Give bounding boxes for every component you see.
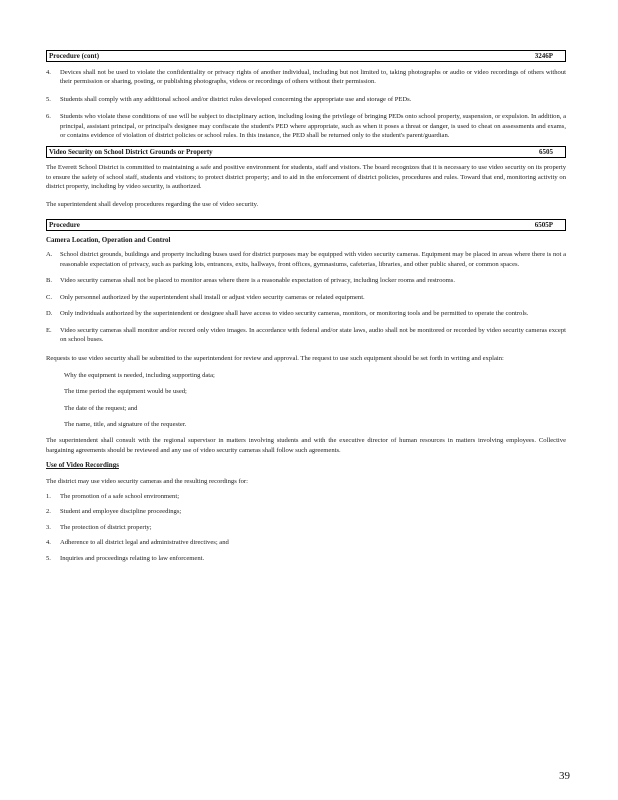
list-item: 2. Student and employee discipline proceedings; (46, 508, 182, 516)
bullet-item: The date of the request; and (46, 404, 566, 413)
header-title: Procedure (49, 221, 80, 230)
list-item: B. Video security cameras shall not be placed to monitor areas where there is a reasonable expectation of privacy, including locker rooms and restrooms. (46, 277, 456, 285)
procedure-3246p-header (46, 50, 566, 62)
list-item: 1. The promotion of a safe school environment; (46, 492, 180, 500)
list-item: 4. Adherence to all district legal and administrative directives; and (46, 539, 229, 547)
policy-6505-header (46, 146, 566, 158)
list-item: C. Only personnel authorized by the superintendent shall install or adjust video security cameras or related equipment. (46, 293, 365, 301)
uses-list (46, 492, 566, 563)
procedure-6505p-header (46, 219, 566, 231)
list-item: 6. Students who violate these conditions of use will be subject to disciplinary action, including losing the privilege of bringing PEDs onto school property, suspension, or expulsion. In addition, a principal, assistant principal, or principal's designee may confiscate the student's PED where appropriate, such as when it poses a threat or danger, is used to cheat on assessments and exams, or contains evidence of violation of district policies or school rules. In this instance, the PED shall be returned only to the student's parent/guardian. (46, 113, 566, 140)
header-code: 6505 (539, 148, 553, 157)
use-intro: The district may use video security cameras and the resulting recordings for: (46, 477, 248, 485)
page-number: 39 (559, 770, 570, 782)
policy-paragraph: The Everett School District is committed to maintaining a safe and positive environment for students, staff and visitors. The board recognizes that it is necessary to use video security on its property to ensure the safety of school staff, students and visitors; to protect district property; and to aid in the enforcement of district policies, procedures and rules. Toward that end, monitoring activity on district property, including by video security, is authorized. (46, 164, 566, 191)
section3-items (46, 250, 566, 344)
bullet-item: Why the equipment is needed, including supporting data; (46, 371, 566, 380)
list-item: 3. The protection of district property; (46, 523, 152, 531)
section1-items (46, 68, 566, 140)
consult-paragraph: The superintendent shall consult with the regional supervisor in matters involving students and with the executive director of human resources in matters involving employees. Collective bargaining agreements should be reviewed and any use of video security cameras shall follow such agreements. (46, 437, 566, 454)
requirements-list (46, 371, 566, 430)
list-item: D. Only individuals authorized by the superintendent or designee shall have access to video security cameras, monitors, or monitoring tools and be permitted to operate the controls. (46, 310, 529, 318)
header-code: 6505P (534, 221, 553, 230)
header-title: Video Security on School District Grounds or Property (49, 148, 213, 157)
requests-paragraph: Requests to use video security shall be submitted to the superintendent for review and approval. The request to use such equipment should be set forth in writing and explain: (46, 355, 504, 363)
use-heading: Use of Video Recordings (46, 461, 119, 470)
header-title: Procedure (cont) (49, 52, 100, 60)
bullet-glyph (46, 404, 64, 413)
list-item: E. Video security cameras shall monitor and/or record only video images. In accordance with federal and/or state laws, audio shall not be monitored or recorded by video security cameras except on school buses. (46, 326, 566, 343)
list-item: 5. Inquiries and proceedings relating to law enforcement. (46, 554, 205, 562)
bullet-glyph (46, 371, 64, 380)
bullet-item: The time period the equipment would be used; (46, 387, 566, 396)
list-item: 5. Students shall comply with any additional school and/or district rules developed concerning the appropriate use and storage of PEDs. (46, 95, 412, 103)
bullet-item: The name, title, and signature of the requester. (46, 420, 566, 429)
list-item: 4. Devices shall not be used to violate the confidentiality or privacy rights of another individual, including but not limited to, taking photographs or audio or video recordings of others without their permission or sharing, posting, or publishing photographs, videos or recordings of others without their permission. (46, 69, 566, 86)
policy-paragraph: The superintendent shall develop procedures regarding the use of video security. (46, 200, 259, 208)
document-page (46, 50, 566, 569)
bullet-glyph (46, 420, 64, 429)
subheading: Camera Location, Operation and Control (46, 236, 171, 245)
header-code: 3246P (534, 52, 553, 60)
list-item: A. School district grounds, buildings and property including buses used for district purposes may be equipped with video security cameras. Equipment may be placed in areas where there is not a reasonable expectation of privacy, such as parking lots, entrances, exits, hallways, front offices, gymnasiums, cafeterias, libraries, and other public shared, or common spaces. (46, 251, 566, 268)
bullet-glyph (46, 387, 64, 396)
